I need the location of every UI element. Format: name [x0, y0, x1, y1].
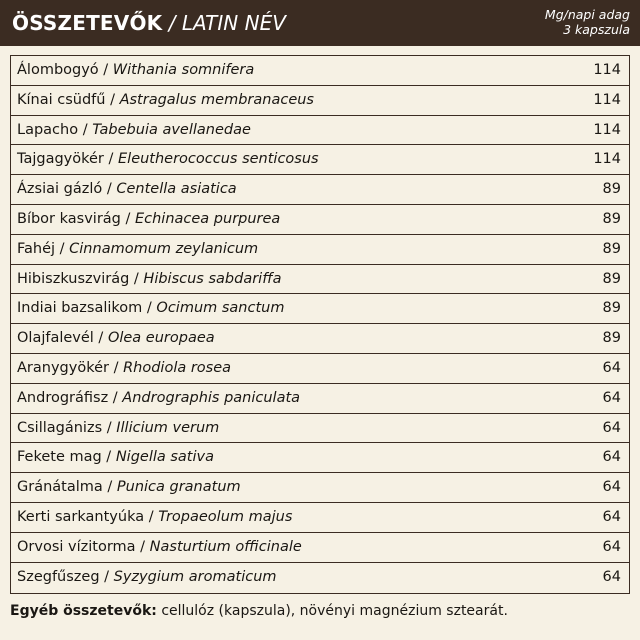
table-row	[11, 205, 629, 235]
ingredient-name-cell	[17, 533, 302, 562]
ingredient-name-cell	[17, 56, 254, 85]
ingredient-mg-value: 64	[602, 479, 621, 496]
ingredient-table	[10, 55, 630, 594]
ingredient-common-name: Álombogyó	[17, 62, 99, 78]
dose-capsules: 3 kapszula	[563, 22, 630, 37]
name-separator: /	[102, 419, 117, 436]
table-row	[11, 86, 629, 116]
ingredient-mg-value: 64	[602, 568, 621, 585]
ingredient-name-cell	[17, 354, 231, 383]
name-separator: /	[108, 389, 123, 406]
ingredient-mg-value: 64	[602, 538, 621, 555]
table-row	[11, 116, 629, 146]
ingredient-name-cell	[17, 116, 251, 145]
ingredient-name-cell	[17, 473, 241, 502]
ingredient-common-name: Orvosi vízitorma	[17, 538, 136, 555]
ingredient-latin-name: Ocimum sanctum	[156, 300, 285, 317]
ingredient-latin-name: Astragalus membranaceus	[119, 91, 314, 108]
ingredient-mg-value: 89	[602, 300, 621, 317]
table-row	[11, 175, 629, 205]
ingredient-name-cell	[17, 175, 237, 204]
ingredient-mg-value: 89	[602, 240, 621, 257]
ingredient-common-name: Fekete mag	[17, 449, 102, 466]
ingredient-name-cell	[17, 145, 319, 174]
name-separator: /	[93, 330, 108, 347]
name-separator: /	[129, 270, 144, 287]
ingredient-latin-name: Andrographis paniculata	[122, 389, 301, 406]
table-row	[11, 533, 629, 563]
name-separator: /	[98, 62, 113, 78]
name-separator: /	[102, 479, 117, 496]
table-row	[11, 294, 629, 324]
ingredient-mg-value: 64	[602, 359, 621, 376]
ingredient-common-name: Tajgagyökér	[17, 151, 104, 168]
ingredient-name-cell	[17, 294, 284, 323]
ingredient-mg-value: 114	[593, 151, 621, 168]
title-separator: /	[162, 11, 182, 35]
ingredient-common-name: Csillagánizs	[17, 419, 103, 436]
ingredient-common-name: Aranygyökér	[17, 359, 109, 376]
table-row	[11, 443, 629, 473]
ingredient-common-name: Ázsiai gázló	[17, 181, 103, 198]
ingredient-latin-name: Hibiscus sabdariffa	[143, 270, 282, 287]
ingredient-mg-value: 89	[602, 181, 621, 198]
ingredient-name-cell	[17, 265, 282, 294]
table-row	[11, 354, 629, 384]
title-latin-name: LATIN NÉV	[181, 11, 286, 35]
name-separator: /	[102, 181, 117, 198]
ingredient-latin-name: Nasturtium officinale	[149, 538, 302, 555]
ingredient-mg-value: 64	[602, 449, 621, 466]
ingredient-latin-name: Illicium verum	[116, 419, 220, 436]
name-separator: /	[101, 449, 116, 466]
ingredient-name-cell	[17, 503, 292, 532]
ingredient-latin-name: Tabebuia avellanedae	[92, 121, 251, 138]
table-row	[11, 324, 629, 354]
name-separator: /	[55, 240, 70, 257]
table-row	[11, 56, 629, 86]
ingredient-name-cell	[17, 563, 277, 592]
header-bar	[0, 0, 640, 46]
ingredient-name-cell	[17, 443, 214, 472]
ingredient-latin-name: Olea europaea	[107, 330, 215, 347]
footer-label: Egyéb összetevők:	[10, 603, 157, 619]
table-row	[11, 384, 629, 414]
ingredient-name-cell	[17, 414, 219, 443]
name-separator: /	[105, 91, 120, 108]
table-row	[11, 235, 629, 265]
name-separator: /	[135, 538, 150, 555]
dose-header	[545, 7, 630, 37]
table-row	[11, 503, 629, 533]
ingredient-latin-name: Nigella sativa	[115, 449, 214, 466]
name-separator: /	[99, 568, 114, 585]
ingredient-latin-name: Rhodiola rosea	[123, 359, 232, 376]
ingredient-name-cell	[17, 205, 280, 234]
ingredient-common-name: Hibiszkuszvirág	[17, 270, 130, 287]
ingredient-latin-name: Punica granatum	[116, 479, 241, 496]
ingredient-mg-value: 89	[602, 210, 621, 227]
ingredient-latin-name: Withania somnifera	[112, 62, 255, 78]
table-row	[11, 473, 629, 503]
table-row	[11, 563, 629, 593]
ingredient-common-name: Andrográfisz	[17, 389, 109, 406]
ingredient-mg-value: 114	[593, 62, 621, 78]
ingredient-common-name: Olajfalevél	[17, 330, 94, 347]
ingredient-latin-name: Tropaeolum majus	[158, 508, 293, 525]
ingredient-mg-value: 89	[602, 330, 621, 347]
ingredient-common-name: Fahéj	[17, 240, 56, 257]
dose-unit: Mg/napi adag	[544, 7, 630, 22]
ingredient-mg-value: 89	[602, 270, 621, 287]
ingredient-common-name: Lapacho	[17, 121, 79, 138]
ingredient-latin-name: Cinnamomum zeylanicum	[69, 240, 259, 257]
ingredient-common-name: Kerti sarkantyúka	[17, 508, 145, 525]
name-separator: /	[78, 121, 93, 138]
ingredient-latin-name: Centella asiatica	[116, 181, 237, 198]
name-separator: /	[144, 508, 159, 525]
ingredient-common-name: Bíbor kasvirág	[17, 210, 121, 227]
table-row	[11, 265, 629, 295]
ingredient-latin-name: Eleutherococcus senticosus	[118, 151, 319, 168]
header-title	[12, 11, 286, 35]
ingredient-latin-name: Echinacea purpurea	[134, 210, 281, 227]
ingredient-common-name: Szegfűszeg	[17, 568, 100, 585]
ingredient-latin-name: Syzygium aromaticum	[113, 568, 277, 585]
ingredient-mg-value: 114	[593, 121, 621, 138]
ingredient-common-name: Indiai bazsalikom	[17, 300, 143, 317]
ingredient-name-cell	[17, 235, 258, 264]
ingredient-name-cell	[17, 384, 300, 413]
ingredient-name-cell	[17, 324, 215, 353]
ingredient-mg-value: 64	[602, 508, 621, 525]
ingredient-mg-value: 64	[602, 419, 621, 436]
ingredient-mg-value: 114	[593, 91, 621, 108]
footer-other-ingredients	[10, 603, 508, 619]
ingredient-common-name: Kínai csüdfű	[17, 91, 106, 108]
table-row	[11, 414, 629, 444]
name-separator: /	[108, 359, 124, 376]
ingredient-name-cell	[17, 86, 314, 115]
ingredient-mg-value: 64	[602, 389, 621, 406]
name-separator: /	[103, 151, 118, 168]
name-separator: /	[142, 300, 157, 317]
table-row	[11, 145, 629, 175]
footer-text: cellulóz (kapszula), növényi magnézium sztearát.	[156, 603, 508, 619]
title-ingredients: ÖSSZETEVŐK	[12, 11, 163, 35]
ingredient-common-name: Gránátalma	[17, 479, 103, 496]
name-separator: /	[120, 210, 135, 227]
